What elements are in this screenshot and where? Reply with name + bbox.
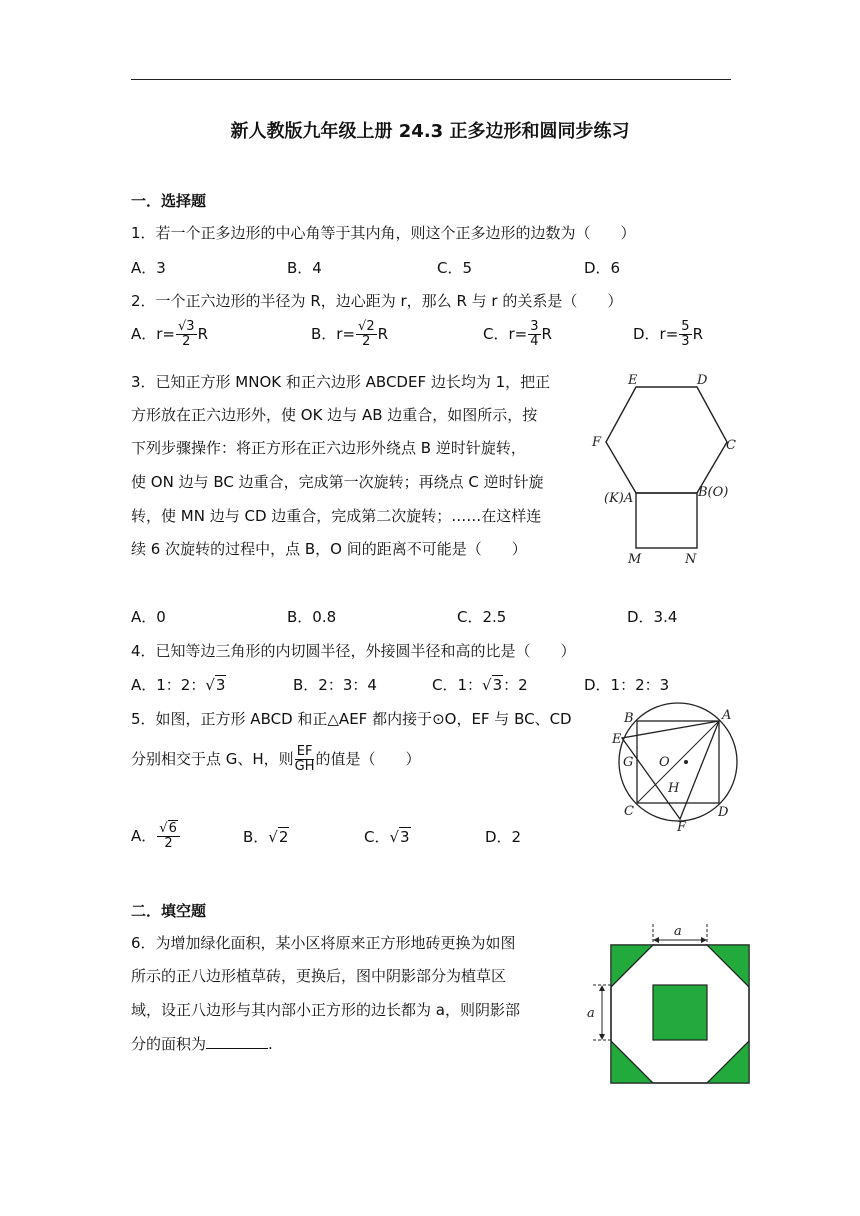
label-d: D [697, 373, 708, 388]
q3-line-3: 下列步骤操作：将正方形在正六边形外绕点 B 逆时针旋转， [131, 439, 526, 457]
radicand: 3 [215, 676, 226, 694]
q1-option-a: A．3 [131, 259, 166, 277]
label-a-horizontal: a [674, 924, 682, 939]
q4-option-c-post: ：2 [503, 676, 528, 694]
header-rule [131, 79, 731, 80]
q1-option-b: B．4 [287, 259, 322, 277]
label-ka: (K)A [604, 491, 634, 506]
q2-option-c-fraction [528, 320, 540, 349]
sqrt-symbol: √6 [159, 821, 177, 836]
fraction-numerator: 5 [681, 319, 690, 334]
sqrt-symbol: √2 [268, 828, 289, 846]
label-f: F [592, 435, 602, 450]
q4-option-a [131, 675, 226, 695]
q1-stem: 1．若一个正多边形的中心角等于其内角，则这个正多边形的边数为（ ） [131, 224, 636, 242]
q3-line-2: 方形放在正六边形外，使 OK 边与 AB 边重合，如图所示，按 [131, 406, 538, 424]
q3-line-4: 使 ON 边与 BC 边重合，完成第一次旋转；再绕点 C 逆时针旋 [131, 473, 544, 491]
q6-line-1: 6．为增加绿化面积，某小区将原来正方形地砖更换为如图 [131, 934, 516, 952]
q2-option-d-unit: R [692, 325, 704, 343]
q5-option-b-prefix: B． [243, 828, 269, 846]
arrowhead-down [599, 1034, 605, 1040]
q4-option-c-pre: C．1： [432, 676, 483, 694]
inner-square-shade [653, 985, 707, 1040]
label-d: D [718, 805, 729, 820]
q2-option-c-prefix: C．r= [483, 325, 528, 343]
q4-option-c [432, 675, 528, 695]
q2-option-b-fraction [356, 320, 377, 349]
hexagon-shape [606, 387, 727, 493]
label-c: C [624, 804, 634, 819]
q5-circle-figure [612, 700, 742, 835]
fraction-numerator: √3 [178, 319, 195, 334]
q4-stem: 4．已知等边三角形的内切圆半径，外接圆半径和高的比是（ ） [131, 642, 576, 660]
q1-option-c: C．5 [437, 259, 473, 277]
q2-option-b [311, 320, 388, 349]
label-h: H [668, 781, 680, 796]
q5-option-d: D．2 [485, 828, 522, 846]
q5-line-2-pre: 分别相交于点 G、H，则 [131, 750, 294, 768]
q2-option-b-unit: R [377, 325, 389, 343]
answer-blank [206, 1034, 268, 1049]
section-fill-heading: 二．填空题 [131, 902, 207, 920]
q4-option-a-text: A．1：2： [131, 676, 206, 694]
label-a: A [722, 708, 732, 723]
q2-option-a-fraction [176, 320, 197, 349]
label-f: F [677, 820, 687, 835]
q6-line-4 [131, 1034, 273, 1054]
fraction-denominator: 2 [164, 836, 173, 851]
radicand: 6 [168, 821, 177, 836]
label-g: G [623, 755, 634, 770]
q1-option-d: D．6 [584, 259, 621, 277]
fraction-numerator: EF [296, 744, 313, 759]
q5-option-c [364, 827, 411, 847]
fraction-numerator [157, 822, 180, 837]
q5-option-c-prefix: C． [364, 828, 390, 846]
q3-option-b: B．0.8 [287, 608, 337, 626]
q2-option-d-fraction [679, 320, 691, 349]
label-m: M [628, 552, 642, 567]
label-a-vertical: a [587, 1006, 595, 1021]
radicand: 3 [492, 676, 503, 694]
sqrt-symbol: √3 [482, 676, 503, 694]
label-o: O [659, 755, 670, 770]
label-b: B [624, 711, 634, 726]
q2-option-a [131, 320, 208, 349]
q5-option-b [243, 827, 289, 847]
q2-option-c-unit: R [541, 325, 552, 343]
fraction-denominator: GH [294, 759, 315, 774]
label-n: N [685, 552, 697, 567]
q6-figure-shapes [593, 924, 749, 1083]
q3-line-5: 转，使 MN 边与 CD 边重合，完成第二次旋转；……在这样连 [131, 507, 542, 525]
arrowhead-left [653, 937, 659, 943]
q5-option-a-prefix: A． [131, 827, 157, 845]
q3-hexagon-square-figure [590, 372, 750, 572]
q6-line-2: 所示的正八边形植草砖，更换后，图中阴影部分为植草区 [131, 967, 507, 985]
radicand: 2 [278, 828, 289, 846]
q5-line-1: 5．如图，正方形 ABCD 和正△AEF 都内接于⊙O，EF 与 BC、CD [131, 710, 572, 728]
q3-line-1: 3．已知正方形 MNOK 和正六边形 ABCDEF 边长均为 1，把正 [131, 373, 551, 391]
q5-line-2-post: 的值是（ ） [315, 750, 421, 768]
fraction-numerator: √2 [358, 319, 375, 334]
q6-line-4-post: . [268, 1035, 273, 1053]
q2-option-b-prefix: B．r= [311, 325, 356, 343]
q5-option-a [131, 822, 181, 851]
square-shape [636, 493, 697, 548]
q6-line-3: 域，设正八边形与其内部小正方形的边长都为 a，则阴影部 [131, 1001, 520, 1019]
q4-option-b: B．2：3：4 [293, 676, 377, 694]
q4-option-d: D．1：2：3 [584, 676, 670, 694]
arrowhead-right [701, 937, 707, 943]
q5-line-2 [131, 745, 421, 774]
label-c: C [726, 438, 736, 453]
q2-stem: 2．一个正六边形的半径为 R，边心距为 r，那么 R 与 r 的关系是（ ） [131, 292, 623, 310]
section-choice-heading: 一．选择题 [131, 192, 207, 210]
q2-option-a-unit: R [197, 325, 208, 343]
fraction-numerator: 3 [530, 319, 539, 334]
q6-line-4-pre: 分的面积为 [131, 1035, 207, 1053]
page-title: 新人教版九年级上册 24.3 正多边形和圆同步练习 [230, 121, 630, 142]
q6-octagon-tile-figure [583, 918, 755, 1088]
center-dot [684, 760, 688, 764]
sqrt-symbol: √3 [205, 676, 226, 694]
arrowhead-up [599, 985, 605, 991]
q2-option-a-prefix: A．r= [131, 325, 175, 343]
radicand: 3 [400, 828, 410, 846]
q3-line-6: 续 6 次旋转的过程中，点 B，O 间的距离不可能是（ ） [131, 540, 527, 558]
q2-option-d [633, 320, 703, 349]
q2-option-c [483, 320, 552, 349]
fraction-denominator: 2 [362, 334, 371, 349]
fraction-denominator: 4 [530, 334, 539, 349]
q2-option-d-prefix: D．r= [633, 325, 679, 343]
label-e: E [612, 732, 622, 747]
q3-option-d: D．3.4 [627, 608, 678, 626]
q5-ratio-fraction [295, 745, 315, 774]
q5-option-a-fraction [157, 822, 180, 851]
q3-option-c: C．2.5 [457, 608, 507, 626]
fraction-denominator: 3 [681, 334, 690, 349]
label-e: E [628, 373, 638, 388]
q3-option-a: A．0 [131, 608, 166, 626]
label-bo: B(O) [698, 485, 729, 500]
sqrt-symbol: √3 [389, 828, 410, 846]
fraction-denominator: 2 [182, 334, 191, 349]
